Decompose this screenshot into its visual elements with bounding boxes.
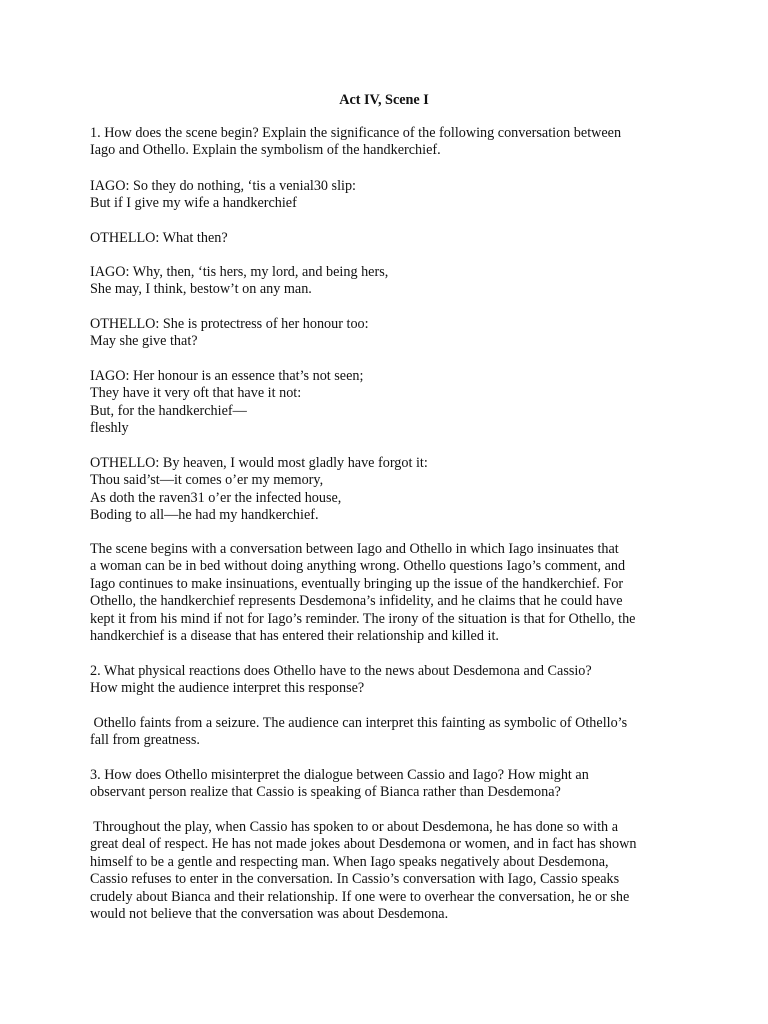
- text-line: handkerchief is a disease that has entered their relationship and killed it.: [90, 628, 499, 645]
- question-3: [90, 767, 690, 802]
- text-line: crudely about Bianca and their relationship. If one were to overhear the conversation, he or she: [90, 888, 630, 905]
- text-line: How might the audience interpret this response?: [90, 680, 365, 697]
- text-line: a woman can be in bed without doing anything wrong. Othello questions Iago’s comment, and: [90, 558, 626, 575]
- text-line: 3. How does Othello misinterpret the dialogue between Cassio and Iago? How might an: [90, 767, 589, 783]
- text-line: Cassio refuses to enter in the conversation. In Cassio’s conversation with Iago, Cassio speaks: [90, 871, 620, 888]
- page-title: Act IV, Scene I: [339, 92, 429, 108]
- text-line: would not believe that the conversation was about Desdemona.: [90, 906, 449, 923]
- dialogue-othello-2: [90, 316, 690, 351]
- text-line: May she give that?: [90, 333, 198, 350]
- text-line: Thou said’st—it comes o’er my memory,: [90, 472, 324, 489]
- answer-2: [90, 715, 690, 750]
- answer-3: [90, 819, 690, 923]
- text-line: The scene begins with a conversation between Iago and Othello in which Iago insinuates that: [90, 541, 619, 557]
- text-line: 1. How does the scene begin? Explain the significance of the following conversation between: [90, 125, 622, 141]
- text-line: great deal of respect. He has not made jokes about Desdemona or women, and in fact has shown: [90, 836, 637, 853]
- text-line: She may, I think, bestow’t on any man.: [90, 281, 312, 298]
- text-line: Throughout the play, when Cassio has spoken to or about Desdemona, he has done so with a: [90, 819, 618, 835]
- text-line: Othello faints from a seizure. The audience can interpret this fainting as symbolic of Othello’s: [90, 715, 628, 731]
- dialogue-iago-2: [90, 264, 690, 299]
- text-line: Boding to all—he had my handkerchief.: [90, 507, 319, 524]
- dialogue-othello-3: [90, 455, 690, 525]
- text-line: fleshly: [90, 420, 129, 437]
- text-line: IAGO: So they do nothing, ‘tis a venial30 slip:: [90, 178, 356, 194]
- text-line: 2. What physical reactions does Othello have to the news about Desdemona and Cassio?: [90, 663, 592, 679]
- text-line: observant person realize that Cassio is speaking of Bianca rather than Desdemona?: [90, 784, 561, 801]
- text-line: As doth the raven31 o’er the infected house,: [90, 489, 342, 506]
- question-2: [90, 663, 690, 698]
- text-line: OTHELLO: What then?: [90, 230, 228, 246]
- text-line: Iago and Othello. Explain the symbolism of the handkerchief.: [90, 142, 441, 159]
- text-line: IAGO: Why, then, ‘tis hers, my lord, and being hers,: [90, 264, 389, 280]
- text-line: himself to be a gentle and respecting man. When Iago speaks negatively about Desdemona,: [90, 853, 609, 870]
- text-line: Othello, the handkerchief represents Desdemona’s infidelity, and he claims that he could have: [90, 593, 623, 610]
- text-line: fall from greatness.: [90, 732, 200, 749]
- text-line: But, for the handkerchief—: [90, 402, 247, 419]
- dialogue-othello-1: [90, 230, 690, 247]
- dialogue-iago-3: [90, 368, 690, 438]
- answer-1: [90, 541, 690, 645]
- text-line: They have it very oft that have it not:: [90, 385, 302, 402]
- text-line: OTHELLO: She is protectress of her honour too:: [90, 316, 369, 332]
- text-line: Iago continues to make insinuations, eventually bringing up the issue of the handkerchief. For: [90, 575, 624, 592]
- text-line: But if I give my wife a handkerchief: [90, 195, 297, 212]
- question-1: [90, 125, 690, 160]
- text-line: IAGO: Her honour is an essence that’s not seen;: [90, 368, 364, 384]
- text-line: kept it from his mind if not for Iago’s reminder. The irony of the situation is that for Othello, the: [90, 610, 636, 627]
- dialogue-iago-1: [90, 178, 690, 213]
- text-line: OTHELLO: By heaven, I would most gladly have forgot it:: [90, 455, 428, 471]
